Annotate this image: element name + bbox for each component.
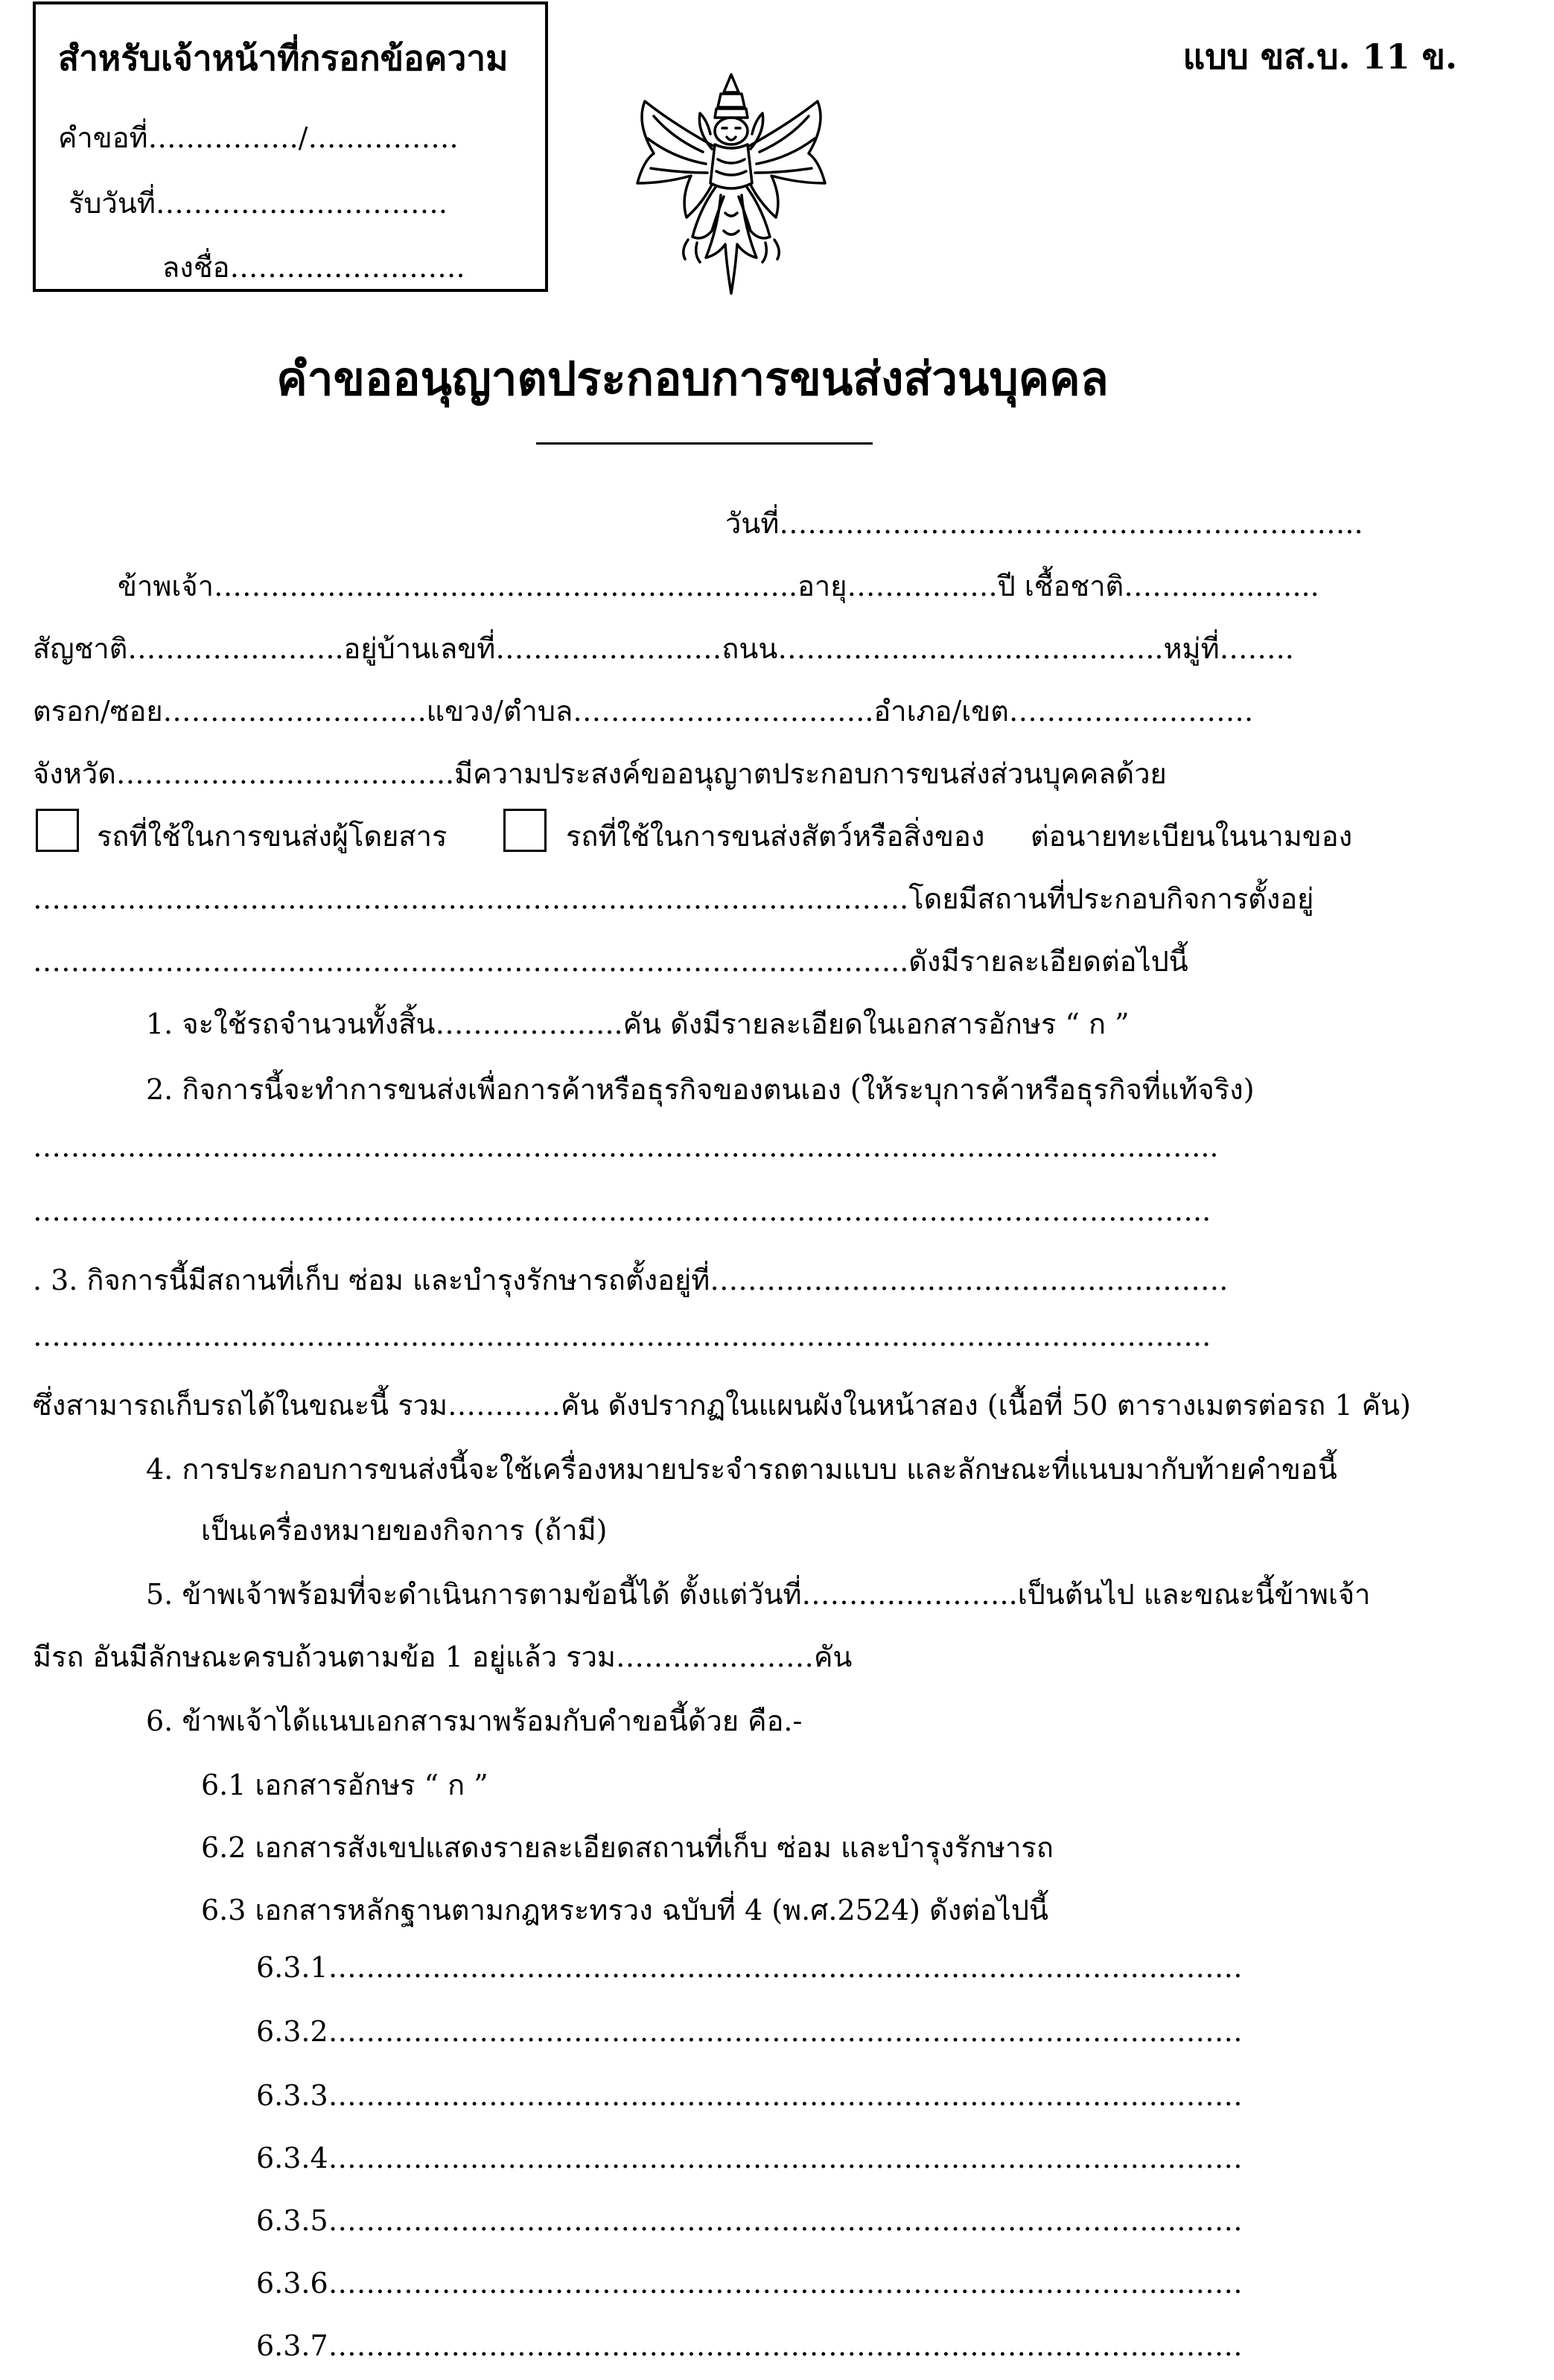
item-1[interactable]: 1. จะใช้รถจำนวนทั้งสิ้น………………..คัน ดังมีรายละเอียดในเอกสารอักษร “ ก ” [146, 1008, 1130, 1040]
registrar-label: ต่อนายทะเบียนในนามของ [1031, 820, 1353, 853]
item-2: 2. กิจการนี้จะทำการขนส่งเพื่อการค้าหรือธุรกิจของตนเอง (ให้ระบุการค้าหรือธุรกิจที่แท้จริง) [146, 1073, 1255, 1106]
form-title: คำขออนุญาตประกอบการขนส่งส่วนบุคคล [276, 351, 1109, 406]
title-underline [536, 442, 873, 445]
passenger-vehicle-label: รถที่ใช้ในการขนส่งผู้โดยสาร [97, 820, 448, 853]
goods-vehicle-label: รถที่ใช้ในการขนส่งสัตว์หรือสิ่งของ [566, 820, 985, 853]
item-5-continued[interactable]: มีรถ อันมีลักษณะครบถ้วนตามข้อ 1 อยู่แล้ว รวม…………………คัน [33, 1641, 853, 1673]
alley-district-line[interactable]: ตรอก/ซอย……………………….แขวง/ตำบล…………………………..อำเภอ/เขต…………….………. [33, 695, 1254, 728]
sub-item-6-3-5[interactable]: 6.3.5…………………………………………………………………………….……… [256, 2204, 1243, 2237]
item-4: 4. การประกอบการขนส่งนี้จะใช้เครื่องหมายประจำรถตามแบบ และลักษณะที่แนบมากับท้ายคำขอนี้ [146, 1453, 1337, 1486]
item-6: 6. ข้าพเจ้าได้แนบเอกสารมาพร้อมกับคำขอนี้ด้วย คือ.- [146, 1705, 803, 1737]
details-line[interactable]: ………………………………………………………………………………...ดังมีรายละเอียดต่อไปนี้ [33, 945, 1188, 978]
passenger-vehicle-checkbox[interactable] [36, 809, 79, 852]
business-blank-2[interactable]: …………………………………………………………………………………………………………….. [33, 1194, 1211, 1227]
sub-item-6-3-6[interactable]: 6.3.6…………………………………………………………………………….……… [256, 2267, 1243, 2300]
date-field[interactable]: วันที่…………………………………………………….. [725, 507, 1363, 540]
form-code: แบบ ขส.บ. 11 ข. [1182, 36, 1457, 77]
item-6-1: 6.1 เอกสารอักษร “ ก ” [201, 1769, 488, 1801]
received-date-field[interactable]: รับวันที่…………………………. [69, 187, 448, 220]
officer-signature-field[interactable]: ลงชื่อ……………………. [162, 251, 465, 284]
item-6-3: 6.3 เอกสารหลักฐานตามกฎหระทรวง ฉบับที่ 4 (พ.ศ.2524) ดังต่อไปนี้ [201, 1894, 1048, 1926]
sub-item-6-3-4[interactable]: 6.3.4…………………………………………………………………………….……… [256, 2142, 1243, 2174]
sub-item-6-3-1[interactable]: 6.3.1…………………………………………………………………………….……… [256, 1951, 1243, 1984]
capacity-line[interactable]: ซึ่งสามารถเก็บรถได้ในขณะนี้ รวม…………คัน ดังปรากฏในแผนผังในหน้าสอง (เนื้อที่ 50 ตารางเมตรต่อรถ 1 คัน) [33, 1389, 1411, 1422]
office-use-box [33, 1, 548, 292]
sub-item-6-3-3[interactable]: 6.3.3…………………………………………………………………………….……… [256, 2079, 1243, 2112]
business-blank-1[interactable]: ………………………………………………………………………………………………………...…... [33, 1130, 1219, 1163]
goods-vehicle-checkbox[interactable] [503, 809, 547, 852]
depot-blank[interactable]: …………………………………………………………………………………………………………….. [33, 1320, 1211, 1352]
sub-item-6-3-2[interactable]: 6.3.2…………………………………………………………………………….……… [256, 2015, 1243, 2048]
garuda-emblem-icon [628, 71, 834, 296]
item-5[interactable]: 5. ข้าพเจ้าพร้อมที่จะดำเนินการตามข้อนี้ได้ ตั้งแต่วันที่…………………..เป็นต้นไป และขณะนี้ข้าพเจ้า [146, 1578, 1371, 1611]
sub-item-6-3-7[interactable]: 6.3.7…………………………………………………………………………….……… [256, 2329, 1243, 2362]
applicant-line[interactable]: ข้าพเจ้า……………………………………………………..อายุ…………….ปี เชื้อชาติ…………...…... [118, 570, 1319, 602]
province-line[interactable]: จังหวัด……………….……………..มีความประสงค์ขออนุญาตประกอบการขนส่งส่วนบุคคลด้วย [33, 757, 1167, 790]
item-6-2: 6.2 เอกสารสังเขปแสดงรายละเอียดสถานที่เก็บ ซ่อม และบำรุงรักษารถ [201, 1831, 1054, 1864]
item-3[interactable]: . 3. กิจการนี้มีสถานที่เก็บ ซ่อม และบำรุงรักษารถตั้งอยู่ที่………………………………………………. [33, 1264, 1229, 1296]
item-4-continued: เป็นเครื่องหมายของกิจการ (ถ้ามี) [201, 1514, 608, 1547]
request-number-field[interactable]: คำขอที่……………./……………. [58, 121, 459, 154]
nationality-address-line[interactable]: สัญชาติ…………………..อยู่บ้านเลขที่……………………ถนน…………………………………..หมู่ที่…….. [33, 632, 1294, 665]
office-box-title: สำหรับเจ้าหน้าที่กรอกข้อความ [58, 38, 509, 78]
office-location-line[interactable]: ………………………………………………………………………..……….โดยมีสถานที่ประกอบกิจการตั้งอยู่ [33, 882, 1314, 915]
